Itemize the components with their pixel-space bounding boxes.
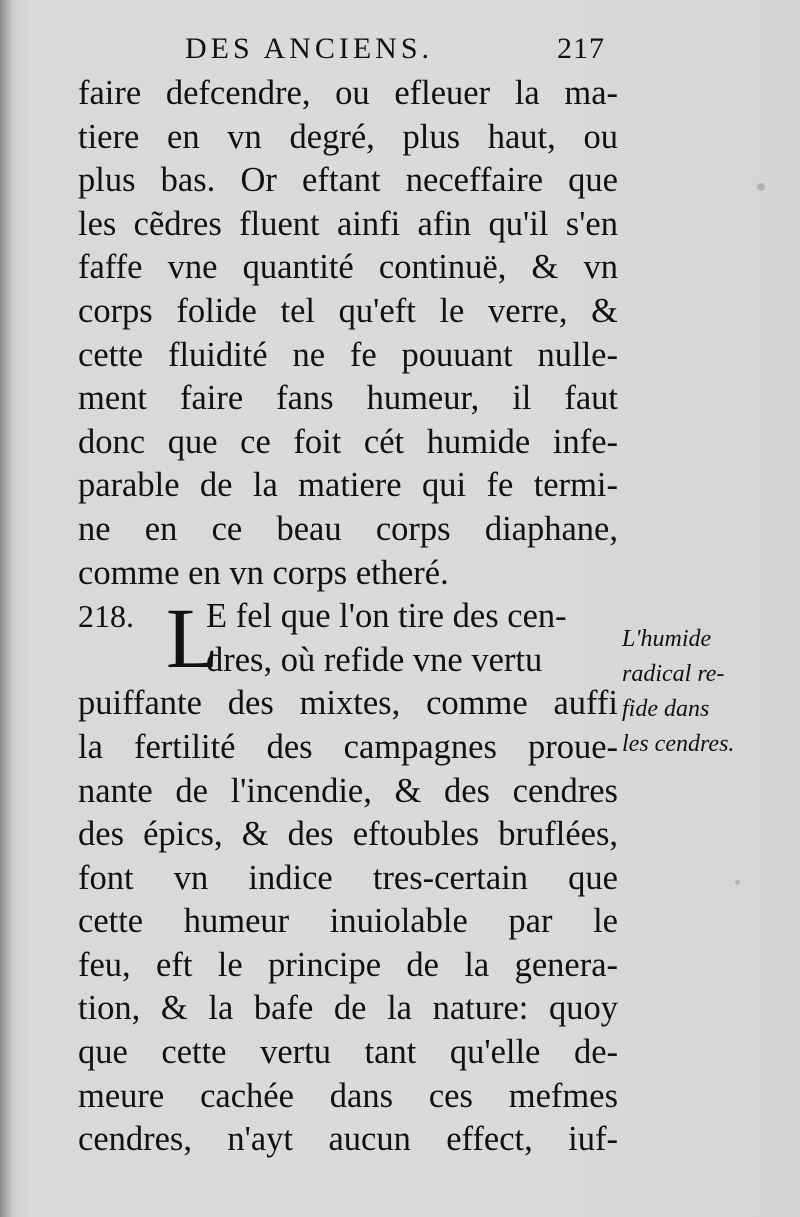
- body-text: [78, 72, 618, 1162]
- running-head: [185, 32, 605, 66]
- text-line: font vn indice tres-certain que: [78, 858, 618, 897]
- text-line: corps folide tel qu'eft le verre, &: [78, 291, 618, 330]
- drop-cap: L: [166, 590, 219, 687]
- text-line: les cẽdres fluent ainfi afin qu'il s'en: [78, 204, 618, 243]
- running-head-title: DES ANCIENS.: [185, 32, 434, 65]
- text-line: des épics, & des eftoubles bruflées,: [78, 815, 618, 854]
- text-line: meure cachée dans ces mefmes: [78, 1076, 618, 1115]
- text-line: cendres, n'ayt aucun effect, iuf-: [78, 1120, 618, 1159]
- text-line: tion, & la bafe de la nature: quoy: [78, 989, 618, 1028]
- paragraph-first-line: [78, 595, 618, 639]
- text-line: puiffante des mixtes, comme auffi: [78, 684, 618, 723]
- text-line: feu, eft le principe de la genera-: [78, 945, 618, 984]
- paragraph-218: [78, 590, 618, 1162]
- text-line: parable de la matiere qui fe termi-: [78, 466, 618, 505]
- page-number: 217: [557, 32, 605, 65]
- ink-spot: [757, 183, 765, 191]
- text-line: donc que ce foit cét humide infe-: [78, 422, 618, 461]
- text-line: faffe vne quantité continuë, & vn: [78, 248, 618, 287]
- text-line: nante de l'incendie, & des cendres: [78, 771, 618, 810]
- text-line: ment faire fans humeur, il faut: [78, 379, 618, 418]
- text-line: comme en vn corps etheré.: [78, 553, 449, 592]
- margin-note-line: les cendres.: [622, 731, 735, 757]
- text-line: cette fluidité ne fe pouuant nulle-: [78, 335, 618, 374]
- margin-note-line: fide dans: [622, 696, 710, 722]
- text-line: faire defcendre, ou efleuer la ma-: [78, 74, 618, 112]
- ink-spot: [735, 880, 740, 885]
- paragraph-first-line-text: E fel que l'on tire des cen-: [206, 597, 567, 636]
- text-line: ne en ce beau corps diaphane,: [78, 509, 618, 548]
- text-line: tiere en vn degré, plus haut, ou: [78, 117, 618, 156]
- text-line: plus bas. Or eftant neceffaire que: [78, 161, 618, 200]
- text-line: que cette vertu tant qu'elle de-: [78, 1033, 618, 1072]
- text-line: cette humeur inuiolable par le: [78, 902, 618, 941]
- text-line: la fertilité des campagnes proue-: [78, 727, 618, 766]
- paragraph-number: 218.: [78, 598, 134, 635]
- margin-note-line: radical re-: [622, 661, 725, 687]
- page-spine-shadow: [0, 0, 14, 1217]
- margin-note: [622, 622, 792, 762]
- paragraph-second-line: dres, où refide vne vertu: [206, 640, 543, 679]
- margin-note-line: L'humide: [622, 626, 712, 652]
